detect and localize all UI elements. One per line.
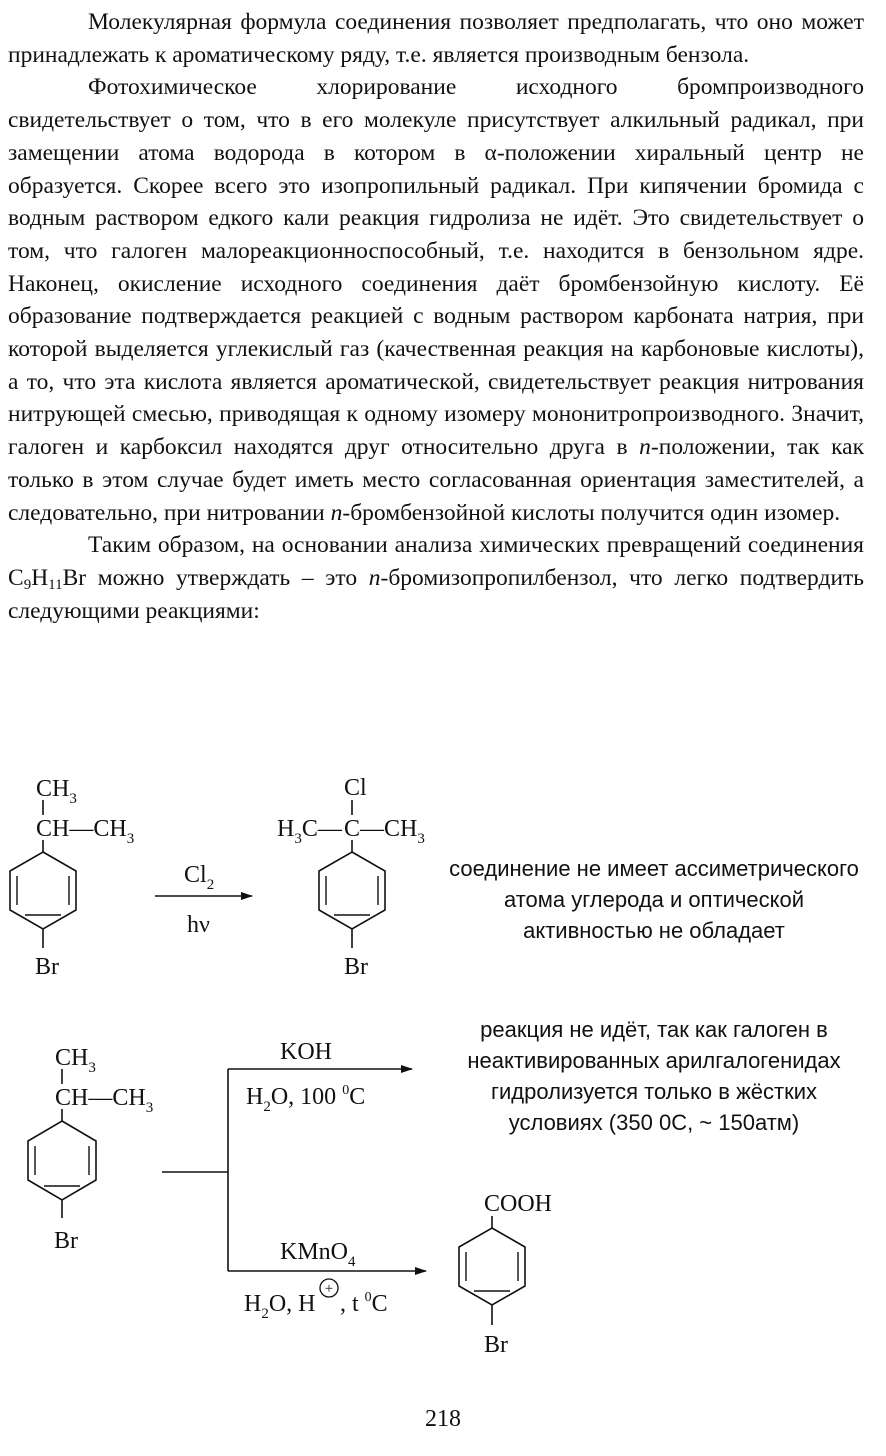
ch3-label: $CH_3$ <box>36 776 77 807</box>
paragraph-3: Таким образом, на основании анализа химических превращений соединения $C_9H_{11}Br$ можно утверждать – это n-бромизопропилбензол, что легко подтвердить следующими реакциями: <box>8 532 865 624</box>
br-label: Br <box>35 954 59 980</box>
br-label: Br <box>344 954 368 980</box>
benzene-ring <box>459 1228 525 1305</box>
ch-ch3-label: $CH—CH_3$ <box>55 1085 154 1116</box>
br-label: Br <box>484 1332 508 1358</box>
reagent-kmno4: KMnO$_4$ <box>280 1239 356 1270</box>
reagent-koh: KOH <box>280 1039 332 1065</box>
reagent-light: hν <box>187 912 210 938</box>
italic-n: n <box>639 434 651 461</box>
paragraph-1: Молекулярная формула соединения позволяет предполагать, что оно может принадлежать к ароматическому ряду, т.е. является производным бензола. <box>8 9 864 68</box>
note-no-hydrolysis: реакция не идёт, так как галоген в неактивированных арилгалогенидах гидролизуется только в жёстких условиях (350 0С, ~ 150атм) <box>467 1017 841 1135</box>
page-number: 218 <box>425 1406 461 1432</box>
benzene-ring <box>10 852 76 929</box>
italic-n: n <box>368 564 381 591</box>
ch3-right-label: $—CH_3$ <box>360 816 425 847</box>
product-2-structure <box>459 1191 552 1358</box>
reagent-conditions-oxidation: $H_2O$, H <box>244 1291 316 1322</box>
product-1-structure <box>277 775 425 980</box>
h3c-label: $H_3C—$ <box>277 816 342 847</box>
br-label: Br <box>54 1228 78 1254</box>
reagent-conditions-heat: , t $^0$C <box>340 1290 388 1317</box>
reagent-conditions-hydrolysis: $H_2O$, 100 $^0$C <box>246 1083 366 1115</box>
ch3-label: $CH_3$ <box>55 1045 96 1076</box>
benzene-ring <box>319 852 385 929</box>
cooh-label: COOH <box>484 1191 553 1217</box>
italic-n: n <box>330 499 343 526</box>
paragraph-2: Фотохимическое хлорирование исходного бромпроизводного свидетельствует о том, что в его молекуле присутствует алкильный радикал, при замещении атома водорода в котором в α-положении хиральный центр не образуется. Скорее всего это изопропильный радикал. При кипячении бромида с водным раствором едкого кали реакция гидролиза не идёт. Это свидетельствует о том, что галоген малореакционноспособный, т.е. находится в бензольном ядре. Наконец, окисление исходного соединения даёт бромбензойную кислоту. Её образование подтверждается реакцией с водным раствором карбоната натрия, при которой выделяется углекислый газ (качественная реакция на карбоновые кислоты), а то, что эта кислота является ароматической, свидетельствует реакция нитрования нитрующей смесью, приводящая к одному изомеру мононитропроизводного. Значит, галоген и карбоксил находятся друг относительно друга в n-положении, так как только в этом случае будет иметь место согласованная ориентация заместителей, а следовательно, при нитровании n-бромбензойной кислоты получится один изомер. <box>8 74 865 526</box>
ch-ch3-label: $CH—CH_3$ <box>36 816 135 847</box>
central-c-label: C <box>344 816 361 842</box>
positive-charge-sign: + <box>324 1281 334 1297</box>
reactant-2-structure <box>28 1045 153 1254</box>
reagent-cl2: $Cl_2$ <box>184 862 215 893</box>
benzene-ring <box>28 1121 96 1200</box>
scheme-1 <box>10 775 425 980</box>
note-no-chirality: соединение не имеет ассиметрического атома углерода и оптической активностью не обладает <box>449 856 859 943</box>
cl-label: Cl <box>344 775 367 801</box>
reactant-1-structure <box>10 776 134 980</box>
